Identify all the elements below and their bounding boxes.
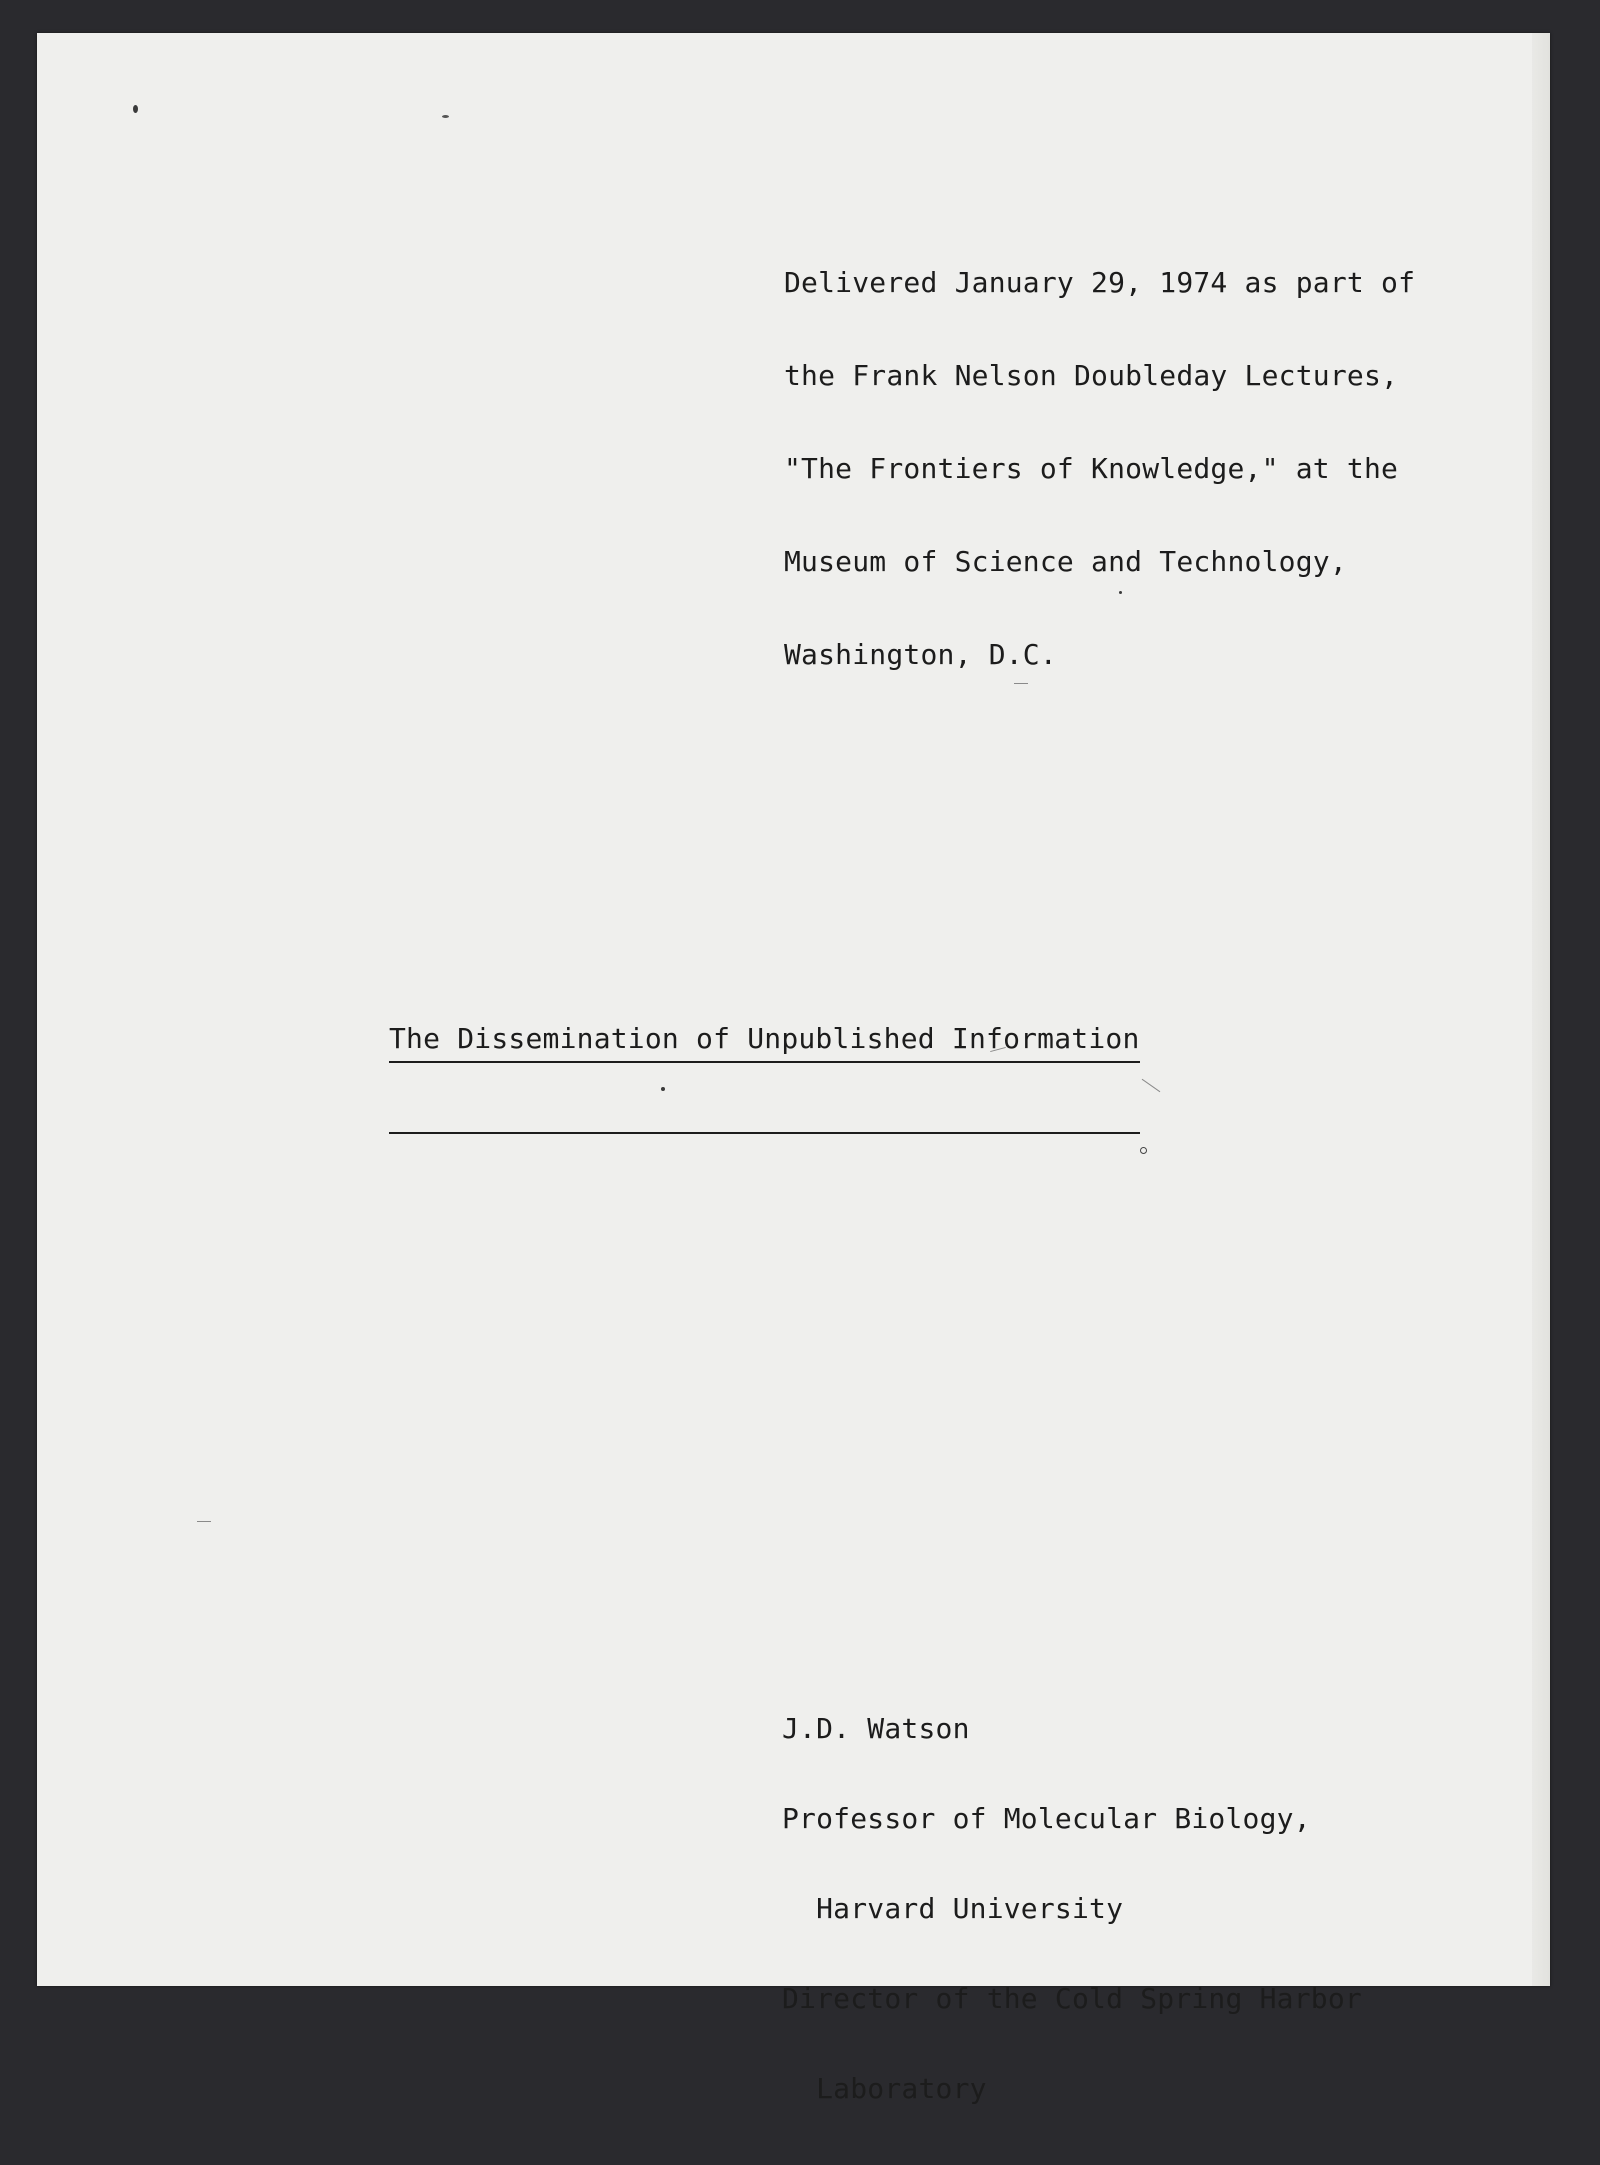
author-affiliation-line: Laboratory: [782, 2072, 987, 2105]
document-title: The Dissemination of Unpublished Information: [389, 1022, 1140, 1063]
delivery-note-line: Delivered January 29, 1974 as part of: [784, 266, 1416, 299]
author-affiliation-line: Professor of Molecular Biology,: [782, 1802, 1311, 1835]
paper-speck: [1140, 1147, 1147, 1154]
author-block: [782, 1654, 1362, 2164]
delivery-note: [784, 205, 1415, 732]
paper-mark: [1142, 1079, 1161, 1092]
delivery-note-line: the Frank Nelson Doubleday Lectures,: [784, 359, 1399, 392]
paper-speck: [133, 105, 138, 113]
paper-edge: [1532, 33, 1550, 1986]
delivery-note-line: Washington, D.C.: [784, 638, 1057, 671]
paper-mark: [197, 1521, 211, 1522]
title-block: [389, 956, 1140, 1200]
author-name: J.D. Watson: [782, 1712, 970, 1745]
delivery-note-line: Museum of Science and Technology,: [784, 545, 1347, 578]
author-affiliation-line: Harvard University: [782, 1892, 1124, 1925]
paper-speck: [442, 115, 449, 118]
paper-page: [37, 33, 1550, 2105]
author-affiliation-line: Director of the Cold Spring Harbor: [782, 1982, 1362, 2015]
delivery-note-line: "The Frontiers of Knowledge," at the: [784, 452, 1399, 485]
title-double-underline: [389, 1132, 1140, 1134]
